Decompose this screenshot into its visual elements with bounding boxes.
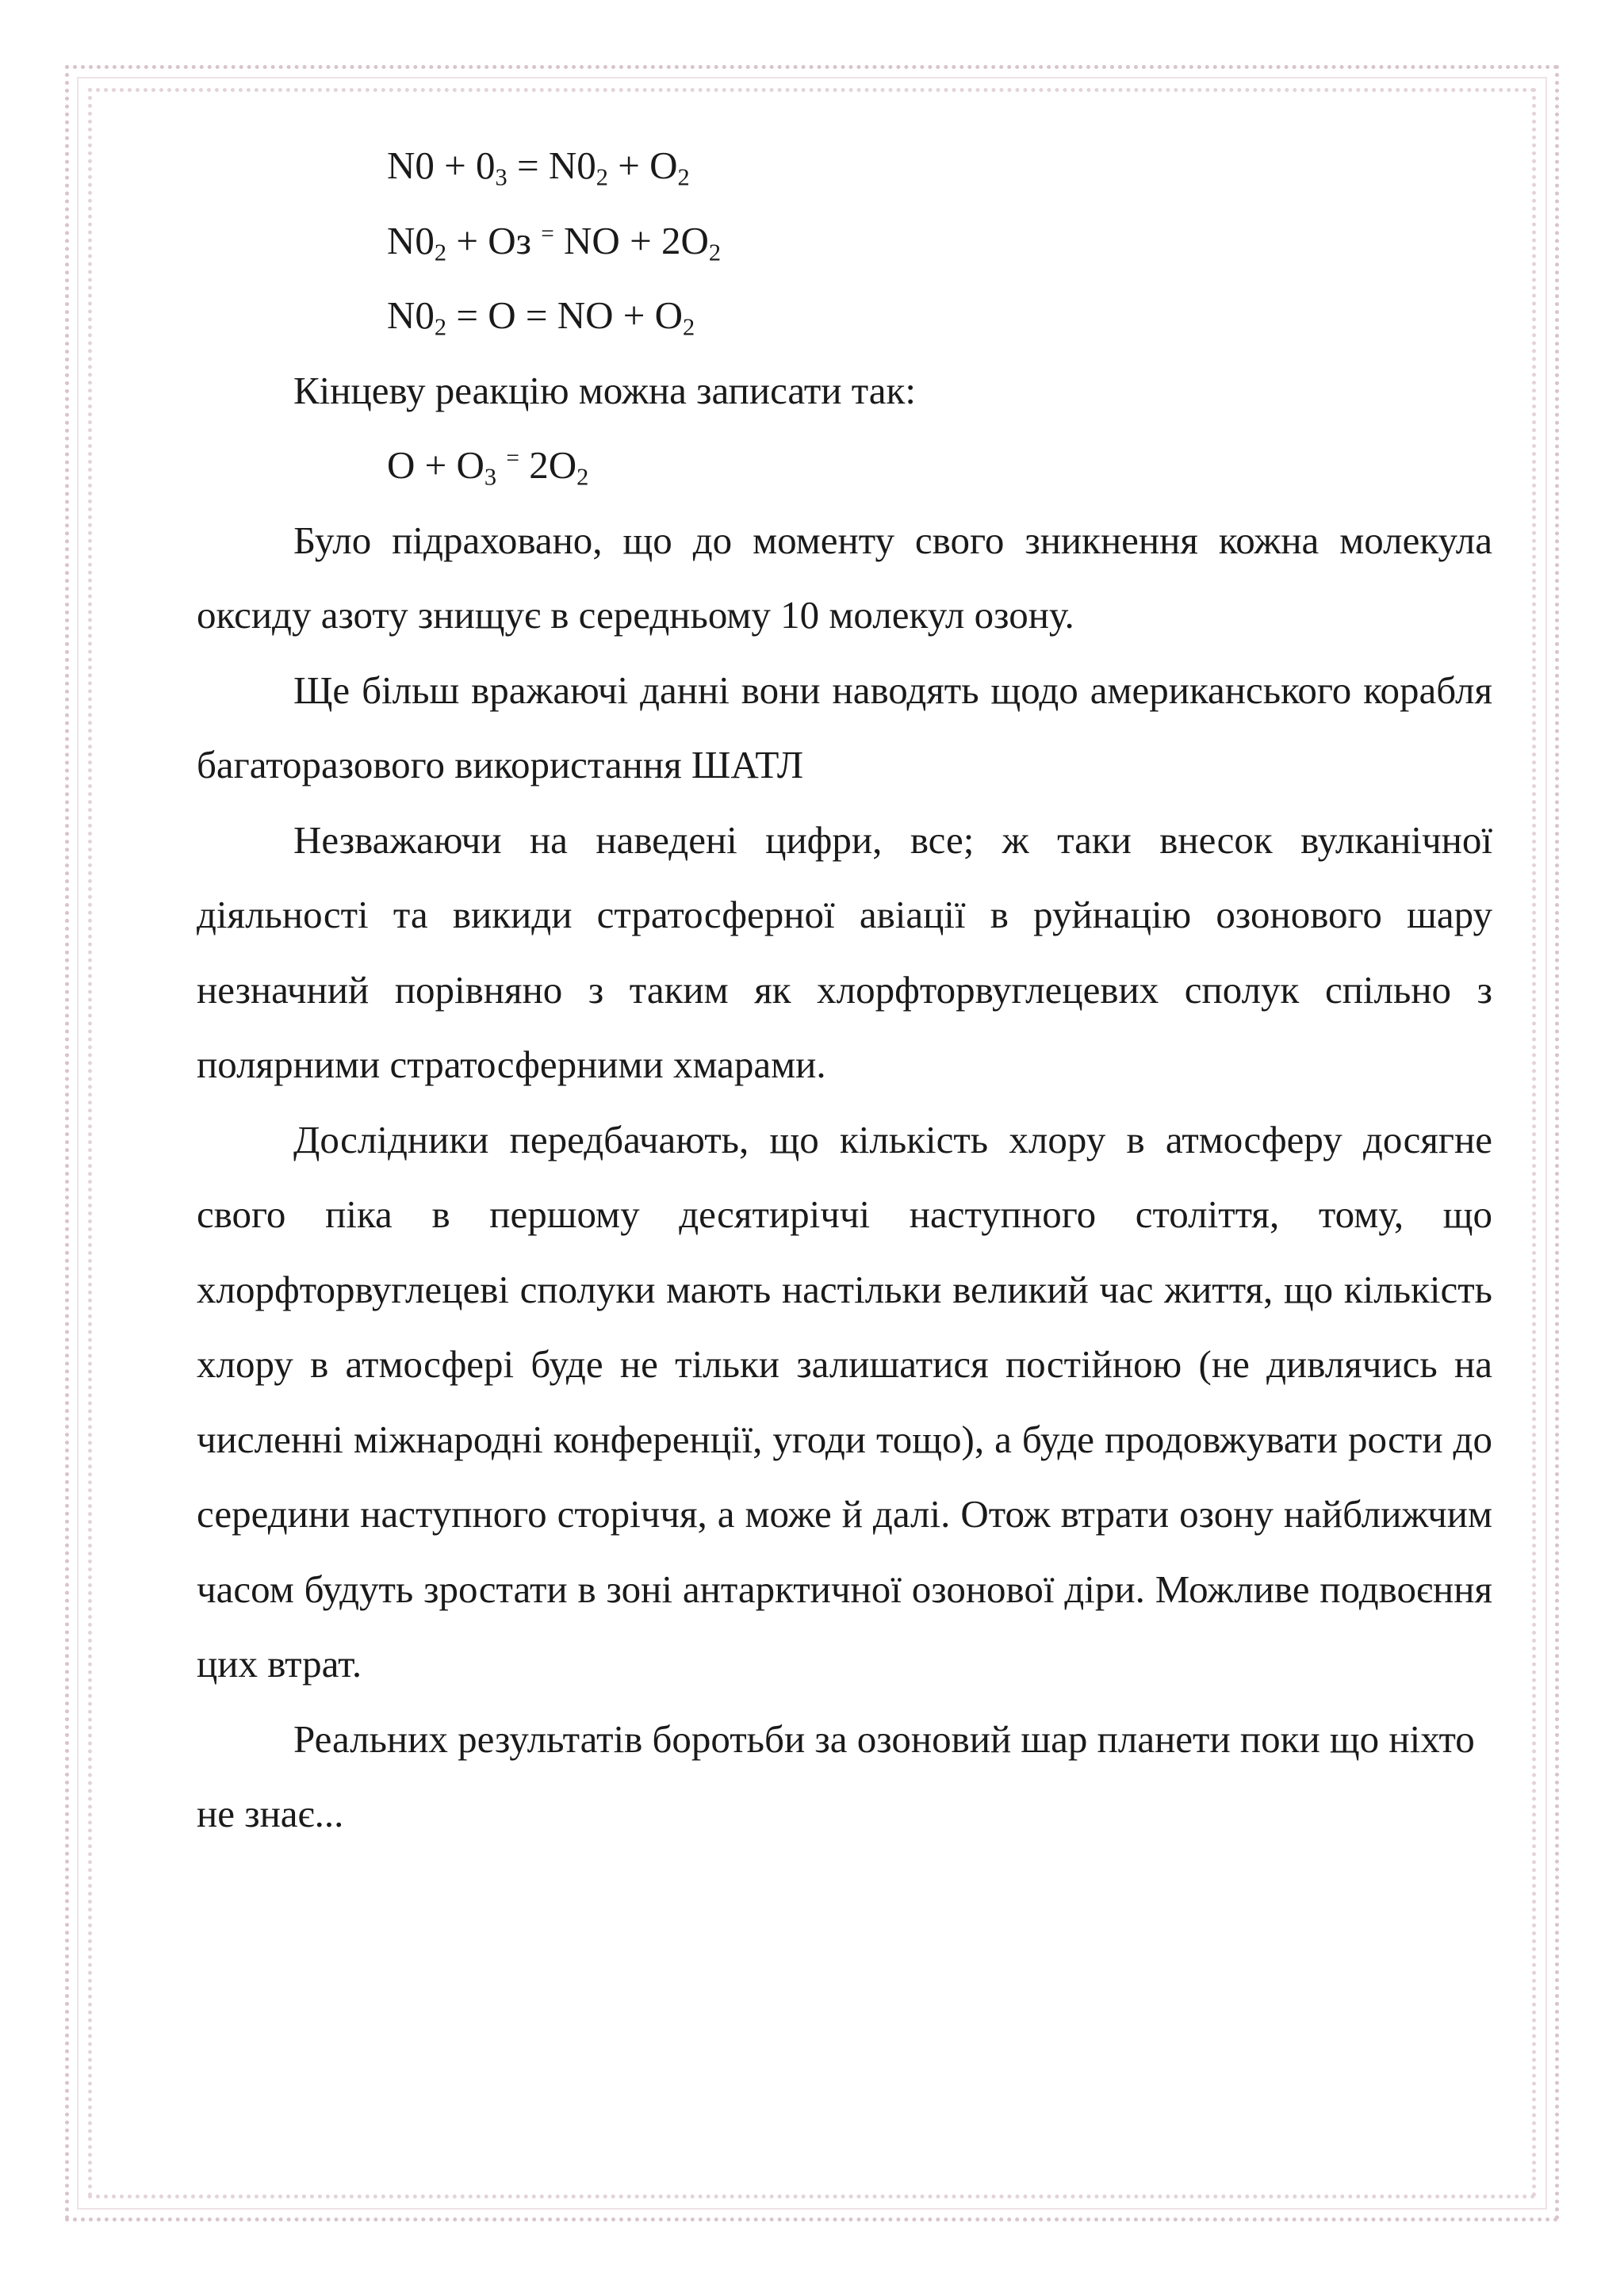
paragraph-5: Реальних результатів боротьби за озоновий шар планети поки що ніхто не знає... <box>197 1716 1475 1835</box>
formula-1: $N0 + 0_3 = N0_2 + O_2$ <box>387 144 690 191</box>
final-formula: $O + O_3$ = $2O_2$ <box>387 443 589 491</box>
paragraph-4: Дослідники передбачають, що кількість хлору в атмосферу досягне свого піка в першому десятиріччі наступного століття, тому, що хлорфторвуглецеві сполуки мають настільки великий час життя, що кількість хлору в атмосфері буде не тільки залишатися постійною (не дивлячись на численні міжнародні конференції, угоди тощо), а буде продовжувати рости до середини наступного сторіччя, а може й далі. Отож втрати озону найближчим часом будуть зростати в зоні антарктичної озонової діри. Можливе подвоєння цих втрат. <box>197 1117 1492 1686</box>
paragraph-2: Ще більш вражаючі данні вони наводять щодо американського корабля багаторазового використання ШАТЛ <box>197 668 1492 786</box>
document-body <box>197 128 1492 1852</box>
formula-3: $N0_2 = O$ = NO + $O_2$ <box>387 293 695 341</box>
paragraph-1: Було підраховано, що до моменту свого зникнення кожна молекула оксиду азоту знищує в середньому 10 молекул озону. <box>197 518 1492 637</box>
intro-final-reaction: Кінцеву реакцію можна записати так: <box>293 368 916 412</box>
paragraph-3: Незважаючи на наведені цифри, все; ж таки внесок вулканічної діяльності та викиди стратосферної авіації в руйнацію озонового шару незначний порівняно з таким як хлорфторвуглецевих сполук спільно з полярними стратосферними хмарами. <box>197 817 1492 1086</box>
formula-2: $N0_2$ + Oз = NO + $2O_2$ <box>387 218 722 266</box>
